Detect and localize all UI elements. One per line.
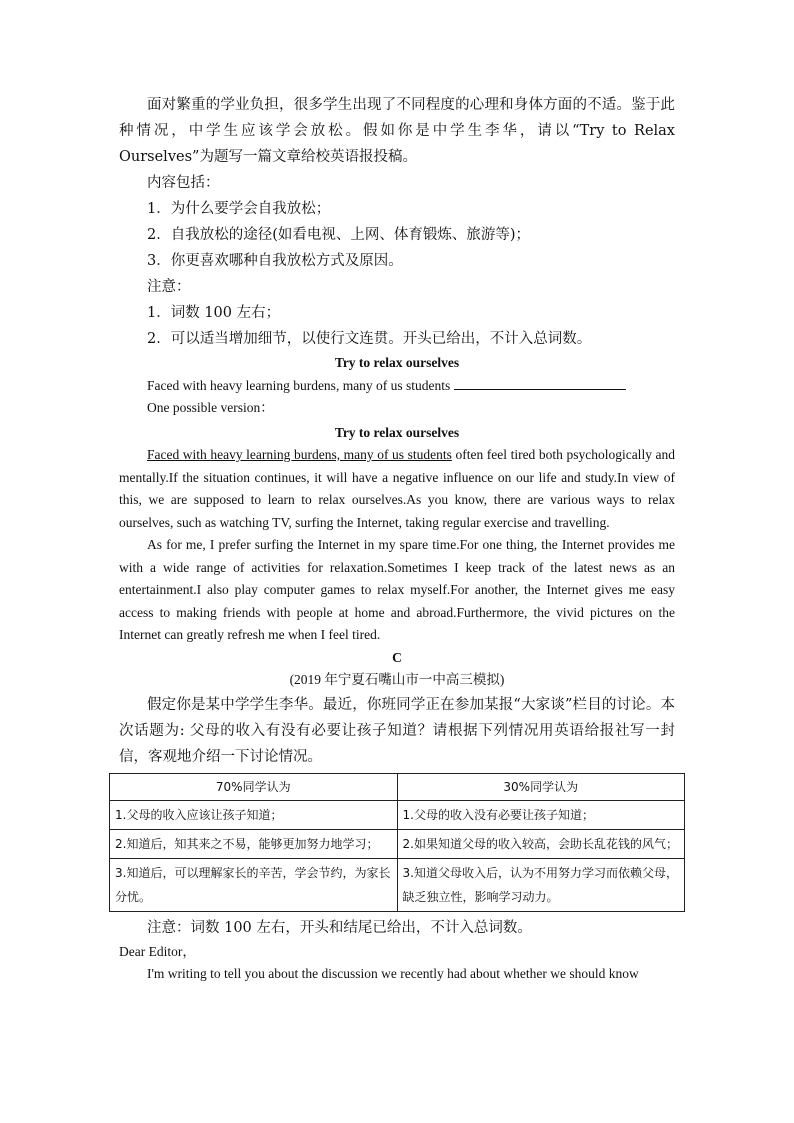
table-cell: 3.知道后，可以理解家长的辛苦，学会节约，为家长分忧。 <box>110 858 398 911</box>
table-cell: 1.父母的收入没有必要让孩子知道； <box>397 800 685 829</box>
letter-start: I'm writing to tell you about the discussion we recently had about whether we should know <box>147 966 639 981</box>
sample-paragraph-1-text: often feel tired both psychologically and mentally.If the situation continues, it will have a negative influence on our life and study.In view of this, we are supposed to learn to relax ourselves.As you know, there are various ways to relax ourselves, such as watching TV, surfing the Internet, taking regular exercise and travelling. <box>119 447 676 530</box>
letter-salutation: Dear Editor， <box>119 943 196 959</box>
document-content <box>115 92 678 986</box>
notes-item-1: 1．词数 100 左右； <box>147 305 281 321</box>
table-cell: 3.知道父母收入后，认为不用努力学习而依赖父母，缺乏独立性，影响学习动力。 <box>397 858 685 911</box>
prompt-intro: 面对繁重的学业负担，很多学生出现了不同程度的心理和身体方面的不适。鉴于此种情况，中学生应该学会放松。假如你是中学生李华，请以“Try to Relax Ourselves”为题写一篇文章给校英语报投稿。 <box>119 97 675 165</box>
opinion-table <box>109 773 685 912</box>
table-header-row <box>110 773 685 800</box>
notes-heading: 注意： <box>147 279 191 295</box>
answer-blank <box>454 376 626 390</box>
sample-underlined-opening: Faced with heavy learning burdens, many of us students <box>147 447 452 462</box>
content-item-3: 3．你更喜欢哪种自我放松方式及原因。 <box>147 253 403 269</box>
table-row <box>110 858 685 911</box>
table-cell: 2.如果知道父母的收入较高，会助长乱花钱的风气； <box>397 829 685 858</box>
section-source: (2019 年宁夏石嘴山市一中高三模拟) <box>289 672 505 687</box>
content-heading: 内容包括： <box>147 175 220 191</box>
content-item-1: 1．为什么要学会自我放松； <box>147 201 331 217</box>
table-header: 30%同学认为 <box>397 773 685 800</box>
content-item-2: 2．自我放松的途径(如看电视、上网、体育锻炼、旅游等)； <box>147 227 531 243</box>
table-cell: 2.知道后，知其来之不易，能够更加努力地学习； <box>110 829 398 858</box>
sample-paragraph-2: As for me, I prefer surfing the Internet in my spare time.For one thing, the Internet provides me with a wide range of activities for relaxation.Sometimes I keep track of the latest news as an entertainment.I also play computer games to relax myself.For another, the Internet gives me easy access to making friends with people at home and abroad.Furthermore, the vivid pictures on the Internet can greatly refresh me when I feel tired. <box>119 537 675 642</box>
table-row <box>110 800 685 829</box>
sample-title: Try to relax ourselves <box>334 424 460 440</box>
sample-label: One possible version： <box>147 400 274 415</box>
table-cell: 1.父母的收入应该让孩子知道； <box>110 800 398 829</box>
prompt-title: Try to relax ourselves <box>334 355 460 370</box>
sample-paragraph-1 <box>119 444 675 534</box>
prompt-opening <box>119 375 675 398</box>
prompt-opening-text: Faced with heavy learning burdens, many of us students <box>147 377 451 393</box>
section-intro: 假定你是某中学学生李华。最近，你班同学正在参加某报“大家谈”栏目的讨论。本次话题为: 父母的收入有没有必要让孩子知道？请根据下列情况用英语给报社写一封信，客观地介绍一下讨论情况。 <box>119 696 675 765</box>
section-letter: C <box>392 649 402 665</box>
table-header: 70%同学认为 <box>110 773 398 800</box>
table-row <box>110 829 685 858</box>
section-note: 注意：词数 100 左右，开头和结尾已给出，不计入总词数。 <box>147 919 532 936</box>
notes-item-2: 2．可以适当增加细节，以使行文连贯。开头已给出，不计入总词数。 <box>147 331 592 347</box>
